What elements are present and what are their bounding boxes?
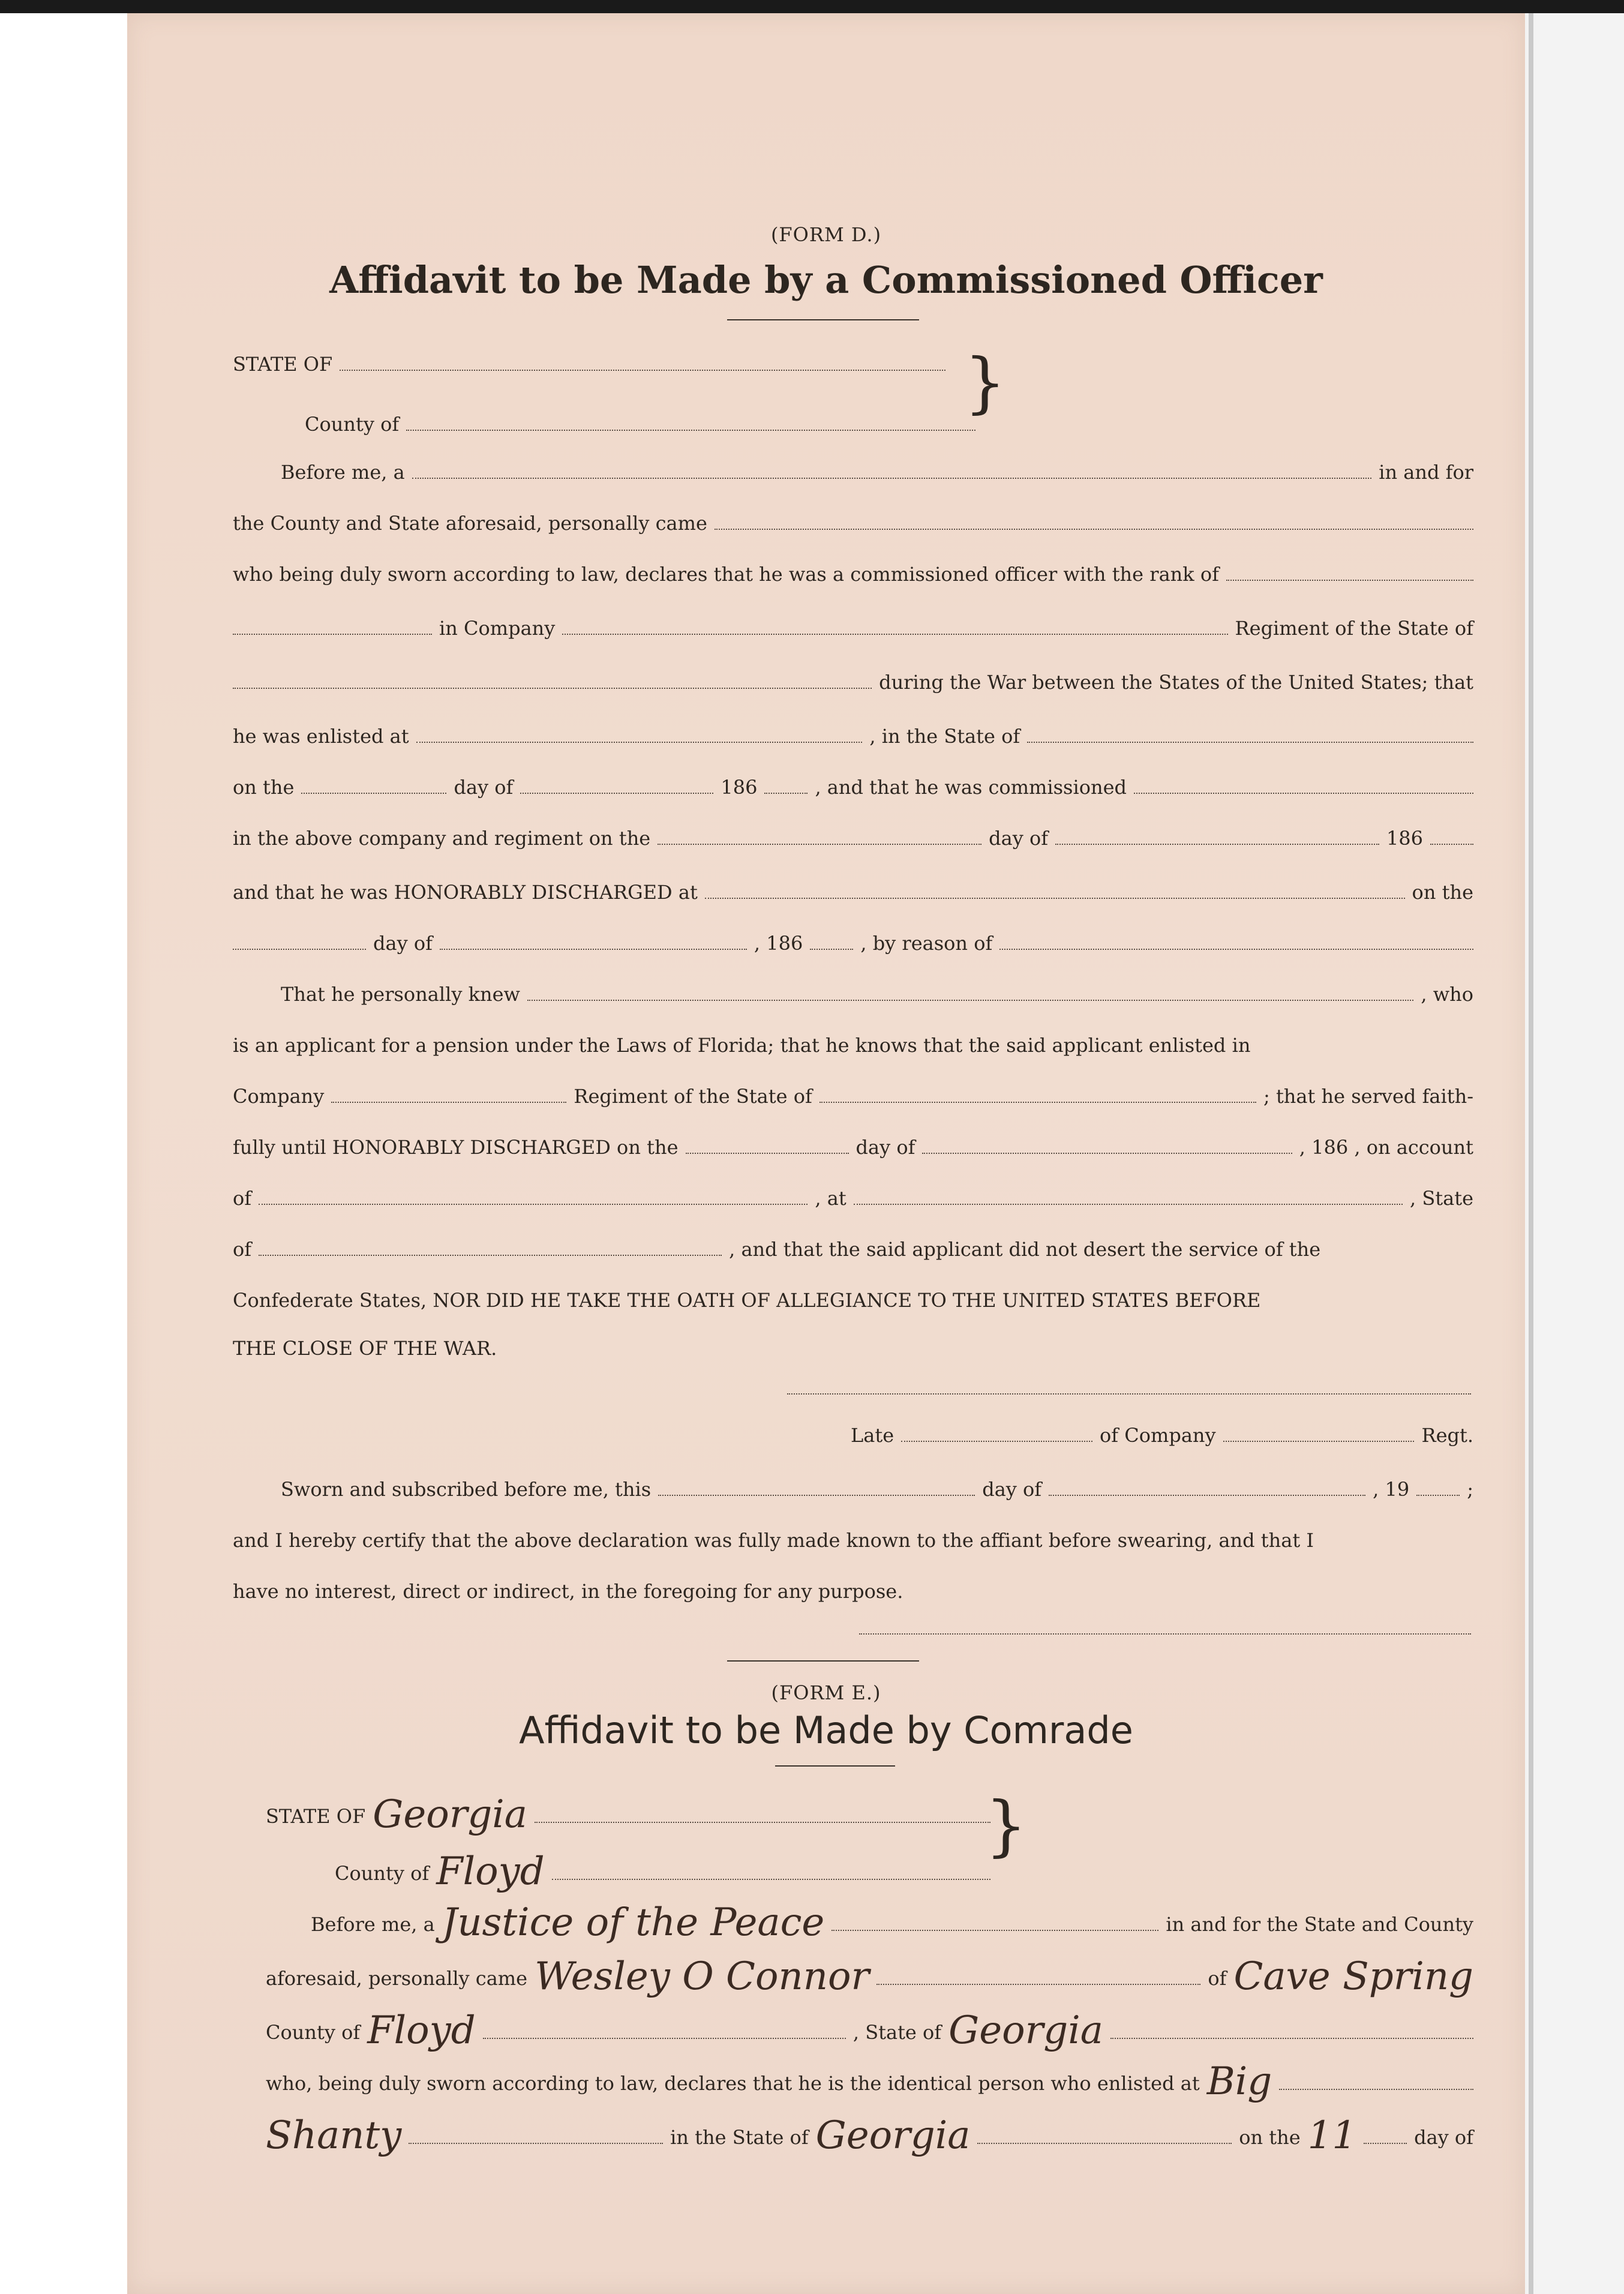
state-field[interactable]	[340, 370, 945, 371]
commissioned-label: , and that he was commissioned	[815, 776, 1127, 799]
discharge-year-field[interactable]	[810, 949, 853, 950]
county-field-e[interactable]	[552, 1879, 990, 1880]
year-prefix-label-2: 186	[1386, 827, 1424, 850]
state-of-field-2[interactable]	[259, 1255, 722, 1256]
served-faith-label: ; that he served faith-	[1263, 1085, 1473, 1108]
year-prefix-label: 186	[721, 776, 758, 799]
on-account-label: , 186 , on account	[1299, 1136, 1473, 1159]
semicolon-label: ;	[1467, 1478, 1474, 1501]
enlisted-at-label: he was enlisted at	[233, 725, 409, 748]
regt-label: Regt.	[1421, 1424, 1474, 1447]
county-of-label-e: County of	[335, 1862, 430, 1885]
form-d-personally-line	[229, 508, 1477, 535]
official-title-field-e[interactable]	[831, 1930, 1158, 1931]
form-e-label: (FORM E.)	[771, 1681, 881, 1704]
affiant-name-field[interactable]	[715, 529, 1473, 530]
day-of-label-5: day of	[982, 1478, 1042, 1501]
enlisted-place-field[interactable]	[416, 742, 863, 743]
commission-day-field[interactable]	[658, 844, 981, 845]
no-interest-text: have no interest, direct or indirect, in the foregoing for any purpose.	[233, 1580, 903, 1603]
form-d-discharge-line	[229, 877, 1477, 904]
form-d-before-line	[277, 457, 1477, 484]
aforesaid-label: aforesaid, personally came	[266, 1967, 528, 1990]
before-me-label: Before me, a	[281, 461, 405, 484]
year-prefix-label-3: , 186	[754, 932, 803, 955]
discharge-day-field[interactable]	[233, 949, 366, 950]
official-title-value[interactable]: Justice of the Peace	[442, 1900, 825, 1945]
who-label: , who	[1421, 983, 1473, 1006]
day-of-label: day of	[454, 776, 514, 799]
scan-right-margin	[1524, 13, 1624, 2294]
form-e-title: Affidavit to be Made by Comrade	[519, 1708, 1133, 1752]
applicant-regiment-field[interactable]	[819, 1102, 1256, 1103]
in-company-label: in Company	[439, 617, 556, 640]
affiant-name-value[interactable]: Wesley O Connor	[535, 1954, 870, 1999]
discharged-at-label: and that he was HONORABLY DISCHARGED at	[233, 881, 698, 904]
form-d-title: Affidavit to be Made by a Commissioned Officer	[329, 258, 1323, 302]
commission-month-field[interactable]	[1055, 844, 1379, 845]
form-e-county-state-line	[262, 2008, 1477, 2053]
form-d-reason-line	[229, 928, 1477, 955]
duly-sworn-officer-text: who being duly sworn according to law, declares that he was a commissioned officer with the rank of	[233, 563, 1219, 586]
enlisted-place-value-2[interactable]: Shanty	[266, 2113, 402, 2158]
day-of-label-e: day of	[1414, 2126, 1473, 2149]
of-label-e: of	[1208, 1967, 1227, 1990]
form-e-county-line	[331, 1849, 994, 1894]
form-e-sworn-line	[262, 2059, 1477, 2104]
county-of-label-e-2: County of	[266, 2021, 361, 2044]
form-e-enlisted-line	[262, 2113, 1477, 2158]
state-of-label: STATE OF	[233, 353, 333, 376]
during-war-text: during the War between the States of the United States; that	[879, 671, 1473, 694]
not-desert-text: , and that the said applicant did not desert the service of the	[729, 1238, 1321, 1261]
enlist-year-field[interactable]	[764, 793, 808, 794]
company-field[interactable]	[562, 634, 1227, 635]
applicant-discharge-day-field[interactable]	[686, 1153, 849, 1154]
county-value[interactable]: Floyd	[436, 1849, 545, 1894]
officer-signature-line[interactable]	[787, 1393, 1471, 1395]
late-rank-field[interactable]	[901, 1441, 1092, 1442]
fully-until-label: fully until HONORABLY DISCHARGED on the	[233, 1136, 679, 1159]
applicant-company-field[interactable]	[331, 1102, 566, 1103]
county-field[interactable]	[406, 430, 975, 431]
form-d-label: (FORM D.)	[770, 223, 882, 246]
form-d-date-line	[229, 772, 1477, 799]
on-the-label: on the	[233, 776, 295, 799]
rank-field[interactable]	[1226, 580, 1473, 581]
sworn-year-field[interactable]	[1416, 1495, 1460, 1496]
in-state-label: , in the State of	[869, 725, 1020, 748]
county-field-e-2[interactable]	[483, 2038, 846, 2039]
duly-sworn-text-e: who, being duly sworn according to law, declares that he is the identical person who enlisted at	[266, 2072, 1200, 2095]
at-label: , at	[815, 1187, 846, 1210]
on-the-label-e: on the	[1239, 2126, 1301, 2149]
enlisted-place-field-e-2[interactable]	[409, 2143, 663, 2144]
state-of-label-e: STATE OF	[266, 1805, 366, 1828]
rank-continued-field[interactable]	[233, 634, 432, 635]
personally-knew-label: That he personally knew	[281, 983, 520, 1006]
state-value[interactable]: Georgia	[373, 1792, 527, 1837]
company-label: Company	[233, 1085, 325, 1108]
enlisted-state-field-e[interactable]	[977, 2143, 1232, 2144]
regiment-state-label-2: Regiment of the State of	[574, 1085, 812, 1108]
in-and-for-label-e: in and for the State and County	[1166, 1913, 1473, 1936]
form-d-company-2-line	[229, 1081, 1477, 1108]
enlisted-place-field-e[interactable]	[1279, 2089, 1473, 2090]
day-of-label-3: day of	[373, 932, 433, 955]
form-e-state-line	[262, 1792, 994, 1837]
form-d-state-line	[229, 349, 949, 376]
form-d-fully-line	[229, 1132, 1477, 1159]
enlisted-day-field-e[interactable]	[1364, 2143, 1407, 2144]
state-value-2[interactable]: Georgia	[948, 2008, 1103, 2053]
sworn-day-field[interactable]	[658, 1495, 975, 1496]
form-e-before-line	[307, 1900, 1477, 1945]
form-d-company-line	[229, 613, 1477, 640]
form-d-during-line	[229, 667, 1477, 694]
document-page	[127, 13, 1525, 2294]
at-place-field[interactable]	[854, 1204, 1403, 1205]
window-top-border	[0, 0, 1624, 13]
enlist-day-field[interactable]	[301, 793, 446, 794]
late-company-field[interactable]	[1223, 1441, 1415, 1442]
certify-text: and I hereby certify that the above declaration was fully made known to the affiant before swearing, and that I	[233, 1529, 1314, 1552]
sworn-month-field[interactable]	[1049, 1495, 1365, 1496]
enlisted-place-value-1[interactable]: Big	[1206, 2059, 1272, 2104]
state-county-brace-e: }	[985, 1787, 1027, 1864]
form-d-rank-line	[229, 559, 1477, 586]
state-field-e[interactable]	[535, 1822, 990, 1823]
day-of-label-2: day of	[989, 827, 1049, 850]
form-d-applicant-line	[229, 1030, 1477, 1057]
scan-right-edge-strip	[1529, 13, 1533, 2294]
county-of-label: County of	[305, 413, 400, 436]
before-me-label-e: Before me, a	[311, 1913, 435, 1936]
county-value-2[interactable]: Floyd	[367, 2008, 476, 2053]
form-d-desert-line	[229, 1234, 1477, 1261]
form-divider-rule	[727, 1660, 919, 1662]
confederate-text: Confederate States, NOR DID HE TAKE THE OATH OF ALLEGIANCE TO THE UNITED STATES BEFORE	[233, 1289, 1261, 1312]
regiment-state-field[interactable]	[233, 688, 872, 689]
day-of-label-4: day of	[855, 1136, 915, 1159]
form-e-title-rule	[775, 1765, 895, 1767]
reason-field[interactable]	[999, 949, 1473, 950]
form-d-enlisted-line	[229, 721, 1477, 748]
form-e-personally-line	[262, 1954, 1477, 1999]
in-and-for-label: in and for	[1379, 461, 1473, 484]
of-company-label: of Company	[1099, 1424, 1216, 1447]
form-d-close-line	[229, 1333, 1477, 1360]
discharge-month-field[interactable]	[440, 949, 747, 950]
late-label: Late	[851, 1424, 894, 1447]
form-d-sworn-line	[277, 1474, 1477, 1501]
discharge-place-field[interactable]	[705, 898, 1405, 899]
commissioned-field[interactable]	[1134, 793, 1473, 794]
enlisted-state-field[interactable]	[1027, 742, 1473, 743]
personally-came-label: the County and State aforesaid, personally came	[233, 512, 707, 535]
of-label: of	[233, 1187, 252, 1210]
document-sheet	[127, 13, 1525, 2294]
above-company-label: in the above company and regiment on the	[233, 827, 651, 850]
form-d-late-line	[847, 1420, 1477, 1447]
applicant-name-field[interactable]	[527, 1000, 1413, 1001]
scan-left-margin	[0, 13, 16, 2294]
form-d-knew-line	[277, 979, 1477, 1006]
applicant-discharge-month-field[interactable]	[922, 1153, 1292, 1154]
form-d-interest-line	[229, 1576, 1477, 1603]
state-of-label-e-2: , State of	[852, 2021, 942, 2044]
form-d-title-rule	[727, 319, 919, 320]
by-reason-label: , by reason of	[860, 932, 993, 955]
enlisted-day-value[interactable]: 11	[1307, 2113, 1357, 2158]
official-signature-line[interactable]	[859, 1633, 1471, 1635]
affiant-name-field-e[interactable]	[876, 1984, 1200, 1985]
state-county-brace: }	[964, 344, 1006, 421]
applicant-text: is an applicant for a pension under the Laws of Florida; that he knows that the said applicant enlisted in	[233, 1034, 1251, 1057]
official-title-field[interactable]	[412, 478, 1372, 479]
sworn-subscribed-label: Sworn and subscribed before me, this	[281, 1478, 652, 1501]
regiment-state-label: Regiment of the State of	[1235, 617, 1473, 640]
form-d-commission-date-line	[229, 823, 1477, 850]
in-state-label-e: in the State of	[670, 2126, 809, 2149]
residence-value[interactable]: Cave Spring	[1233, 1954, 1473, 1999]
account-of-field[interactable]	[259, 1204, 808, 1205]
year-19-label: , 19	[1373, 1478, 1410, 1501]
form-d-certify-line	[229, 1525, 1477, 1552]
commission-year-field[interactable]	[1430, 844, 1473, 845]
enlist-month-field[interactable]	[520, 793, 713, 794]
form-d-of-at-line	[229, 1183, 1477, 1210]
enlisted-state-value[interactable]: Georgia	[815, 2113, 971, 2158]
form-d-county-line	[301, 409, 979, 436]
form-d-confederate-line	[229, 1285, 1477, 1312]
of-label-2: of	[233, 1238, 252, 1261]
state-label: , State	[1410, 1187, 1474, 1210]
on-the-label-2: on the	[1412, 881, 1473, 904]
state-field-e-2[interactable]	[1110, 2038, 1473, 2039]
close-of-war-text: THE CLOSE OF THE WAR.	[233, 1337, 497, 1360]
